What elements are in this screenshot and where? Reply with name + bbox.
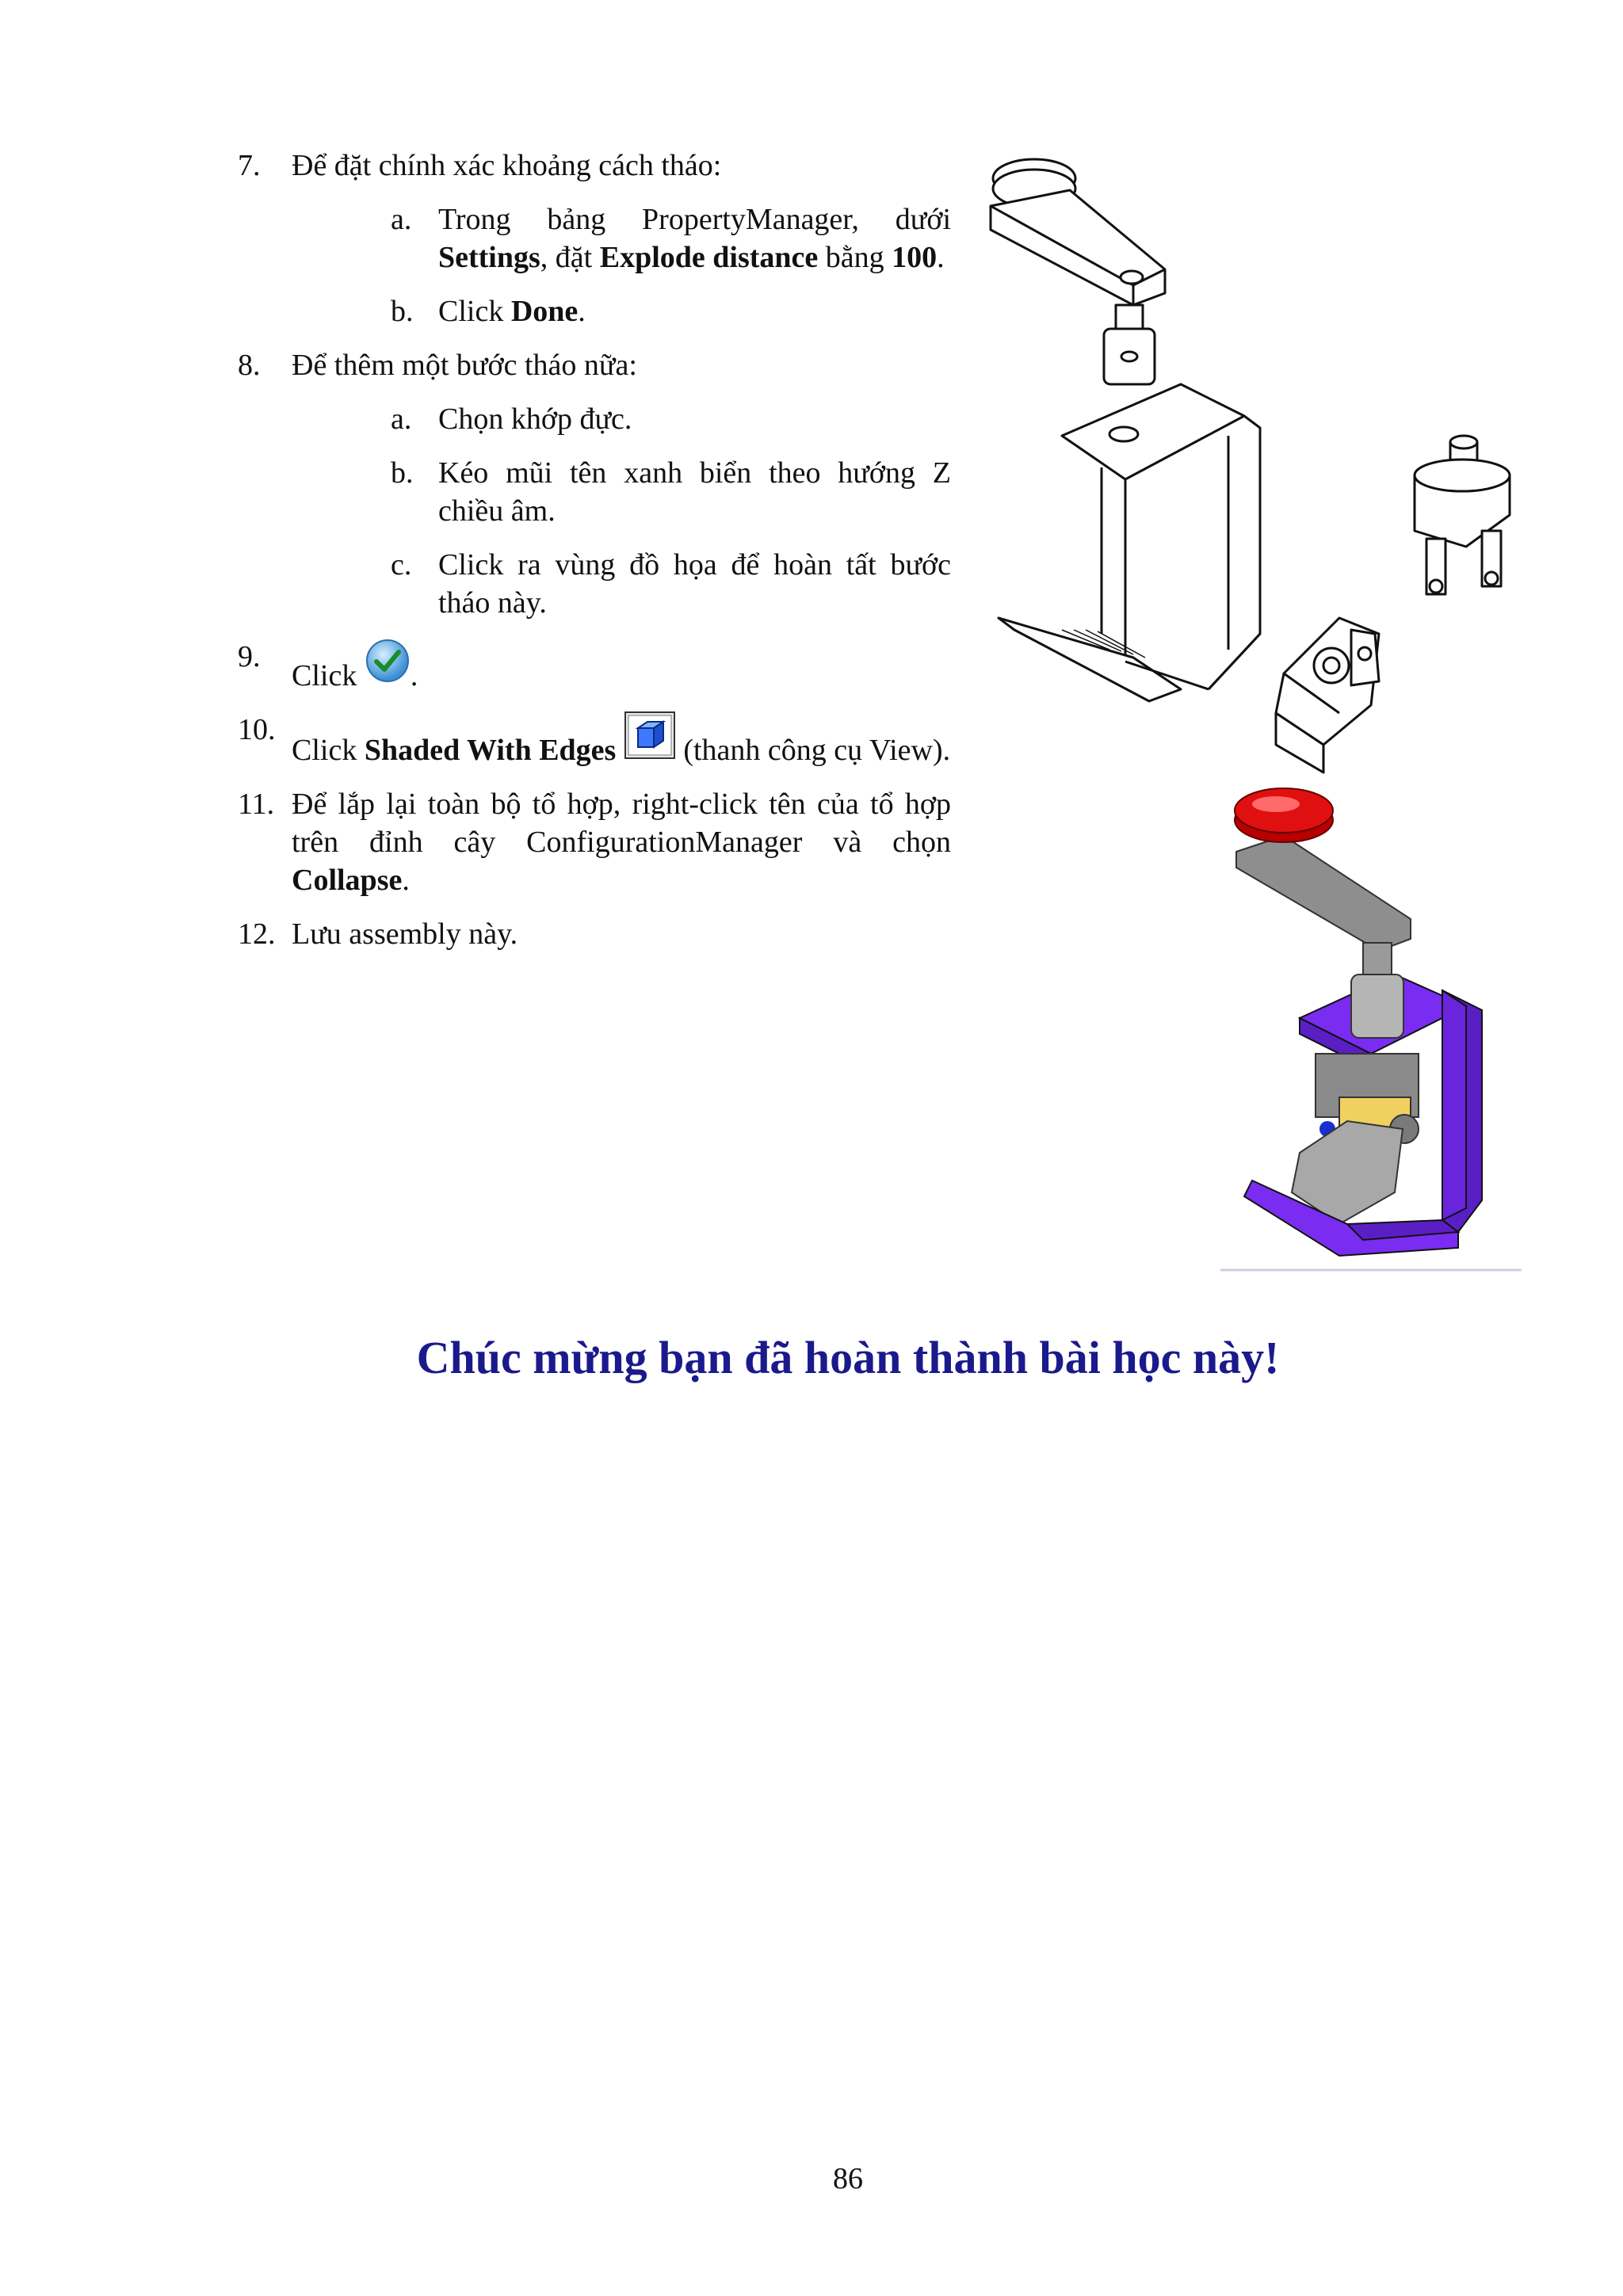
text-run: . [937,241,945,274]
step-number: 11. [238,788,275,821]
text-run: Click [438,295,511,328]
distance-value: 100 [892,241,938,274]
step-number: 8. [238,349,261,382]
substep-text: Click ra vùng đồ họa để hoàn tất bước tháo này. [438,548,951,620]
step-8-substeps [292,400,951,622]
step-text: Lưu assembly này. [292,917,518,951]
text-run: Click [292,659,357,692]
step-7b [292,292,951,330]
shaded-with-edges-icon [624,711,676,769]
step-number: 12. [238,917,276,951]
step-7-substeps [292,200,951,330]
step-text [292,638,951,695]
substep-letter: a. [391,402,412,436]
step-text [292,785,951,899]
text-run: . [402,864,410,897]
text-run: . [578,295,586,328]
substep-letter: b. [391,456,414,490]
step-text: Để đặt chính xác khoảng cách tháo: [292,149,722,182]
step-8a [292,400,951,438]
step-12 [238,915,951,953]
step-9 [238,638,951,695]
exploded-assembly-wireframe-figure [975,143,1529,792]
step-number: 7. [238,149,261,182]
green-checkmark-icon [365,638,411,695]
step-number: 9. [238,640,261,673]
instruction-list [238,147,951,969]
step-number: 10. [238,713,276,746]
text-run: bằng [818,241,892,274]
page-number: 86 [833,2162,863,2195]
step-7a [292,200,951,277]
text-run: Để lắp lại toàn bộ tổ hợp, right-click tên của tổ hợp trên đỉnh cây ConfigurationManager và chọn [292,788,951,859]
explode-distance-term: Explode distance [599,241,819,274]
step-8b [292,454,951,530]
step-11 [238,785,951,899]
step-7 [238,147,951,330]
substep-text [438,292,951,330]
text-run: (thanh công cụ View). [675,734,951,767]
step-text [292,711,951,769]
done-term: Done [510,295,579,328]
substep-letter: c. [391,548,412,582]
shaded-assembly-figure [1220,780,1522,1272]
step-8 [238,346,951,622]
substep-letter: a. [391,203,412,236]
text-run: Trong bảng PropertyManager, dưới [438,203,951,236]
shaded-with-edges-term: Shaded With Edges [364,734,617,767]
substep-text [438,200,951,277]
congratulations-heading: Chúc mừng bạn đã hoàn thành bài học này! [416,1332,1280,1383]
substep-letter: b. [391,295,414,328]
substep-text: Chọn khớp đực. [438,402,632,436]
step-text: Để thêm một bước tháo nữa: [292,349,637,382]
settings-term: Settings [438,241,540,274]
step-10 [238,711,951,769]
text-run: , đặt [540,241,600,274]
collapse-term: Collapse [292,864,403,897]
step-8c [292,546,951,622]
substep-text: Kéo mũi tên xanh biển theo hướng Z chiều âm. [438,456,951,528]
text-run: Click [292,734,357,767]
text-run: . [410,659,418,692]
